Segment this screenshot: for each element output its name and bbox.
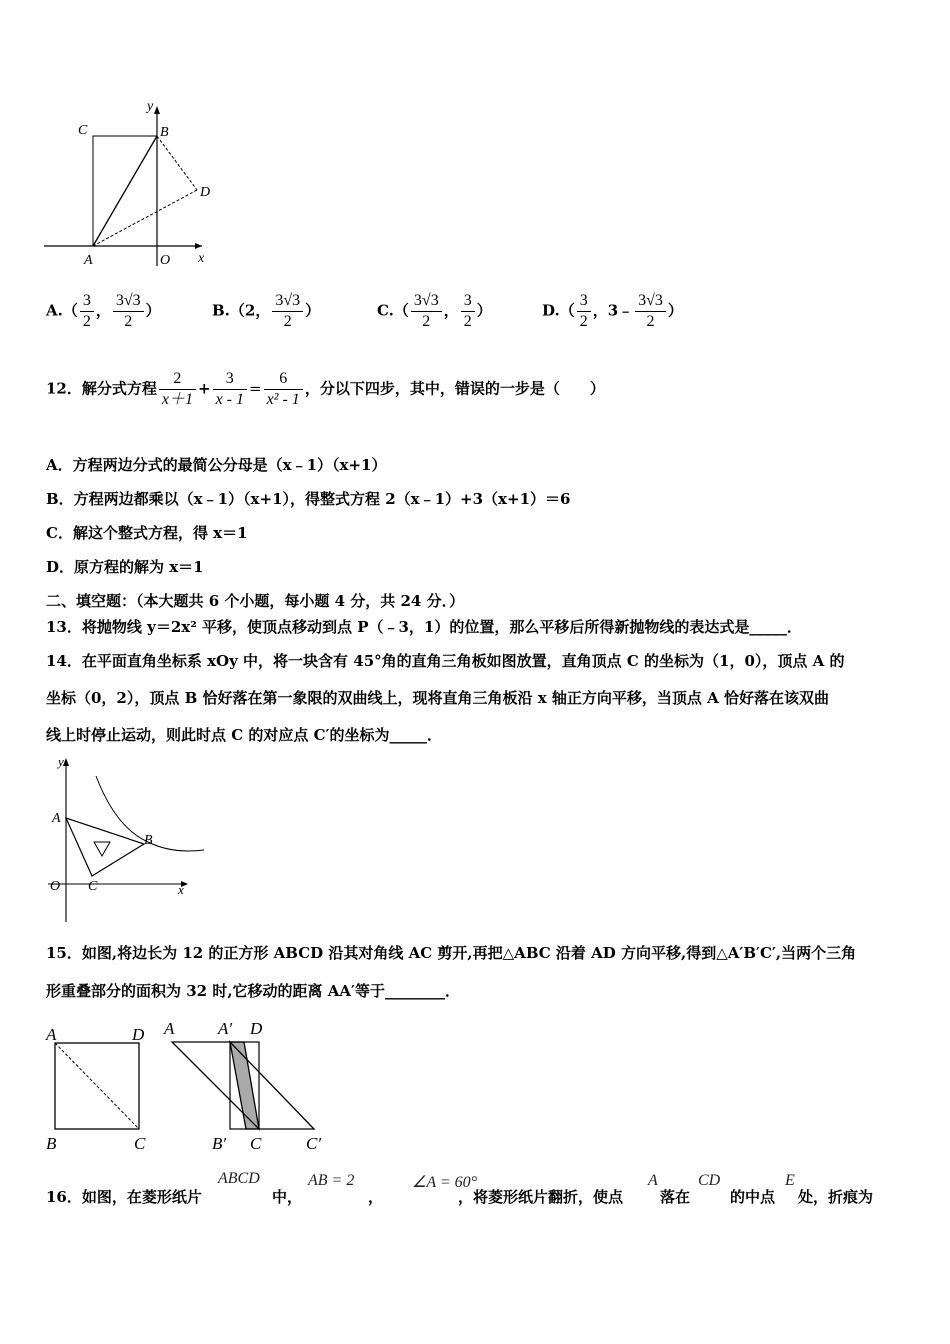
- fig-label-A-prime: A′: [218, 1019, 233, 1038]
- q14-line2: 坐标（0，2），顶点 B 恰好落在第一象限的双曲线上，现将直角三角板沿 x 轴正方向平移，当顶点 A 恰好落在该双曲: [46, 689, 829, 707]
- fig-label-C: C: [78, 123, 88, 138]
- fig-label-y: y: [58, 754, 64, 769]
- fig-label-C: C: [88, 879, 98, 894]
- q12-option-a: A．方程两边分式的最简公分母是（x﹣1）（x+1）: [46, 456, 387, 474]
- fig-label-B-prime: B′: [212, 1134, 227, 1153]
- section-fill-blank-heading: 二、填空题：（本大题共 6 个小题，每小题 4 分，共 24 分．）: [46, 592, 465, 610]
- fig-label-A: A: [84, 253, 93, 268]
- q15-figure-right: [160, 1012, 340, 1156]
- fig-label-A: A: [52, 811, 61, 826]
- fig-label-D: D: [250, 1019, 263, 1038]
- fig-label-D: D: [200, 185, 211, 200]
- q15-line2: 形重叠部分的面积为 32 时,它移动的距离 AA′等于________．: [46, 982, 460, 1000]
- q11-option-c: C.（ $\frac{3√3}{2}$ ， $\frac{3}{2}$ ）: [377, 292, 492, 330]
- fig-label-y: y: [147, 99, 154, 114]
- fig-label-B: B: [46, 1134, 57, 1153]
- fig-label-A: A: [46, 1025, 57, 1044]
- q11-option-d: D.（ $\frac{3}{2}$ ，3﹣ $\frac{3√3}{2}$ ）: [542, 292, 683, 330]
- q12-option-d: D．原方程的解为 x＝1: [46, 558, 204, 576]
- fig-label-x: x: [198, 251, 205, 266]
- q13-text: 13．将抛物线 y＝2x² 平移，使顶点移动到点 P（﹣3，1）的位置，那么平移后所得新抛物线的表达式是_____．: [46, 618, 802, 636]
- q12-stem: 12．解分式方程 $\frac{2}{x+1}$ + $\frac{3}{x - 1}$ = $\frac{6}{\text{x² - 1}}$ ，分以下四步，其中，错误的一步是（ ）: [46, 370, 605, 408]
- q11-figure: [40, 98, 220, 270]
- fig-label-B: B: [160, 125, 169, 140]
- fig-label-A: A: [164, 1019, 175, 1038]
- q14-figure: [44, 752, 214, 924]
- q14-line3: 线上时停止运动，则此时点 C 的对应点 C′的坐标为_____．: [46, 726, 443, 744]
- q12-option-c: C．解这个整式方程，得 x＝1: [46, 524, 248, 542]
- q14-line1: 14．在平面直角坐标系 xOy 中，将一块含有 45°角的直角三角板如图放置，直角顶点 C 的坐标为（1，0），顶点 A 的: [46, 652, 845, 670]
- fig-label-B: B: [144, 833, 153, 848]
- fig-label-O: O: [50, 879, 61, 894]
- q12-option-b: B．方程两边都乘以（x﹣1）（x+1），得整式方程 2（x﹣1）+3（x+1）＝6: [46, 490, 571, 508]
- q15-figure-left: [40, 1016, 160, 1156]
- fig-label-D: D: [132, 1025, 145, 1044]
- fig-label-O: O: [160, 253, 171, 268]
- fig-label-x: x: [178, 882, 184, 897]
- fig-label-C-prime: C′: [306, 1134, 322, 1153]
- fig-label-C: C: [134, 1134, 146, 1153]
- q11-option-b: B.（2， $\frac{3√3}{2}$ ）: [212, 292, 321, 330]
- q11-option-a: A.（ $\frac{3}{2}$ ， $\frac{3√3}{2}$ ）: [46, 292, 161, 330]
- fig-label-C: C: [250, 1134, 262, 1153]
- q15-line1: 15．如图,将边长为 12 的正方形 ABCD 沿其对角线 AC 剪开,再把△ABC 沿着 AD 方向平移,得到△A′B′C′,当两个三角: [46, 944, 857, 962]
